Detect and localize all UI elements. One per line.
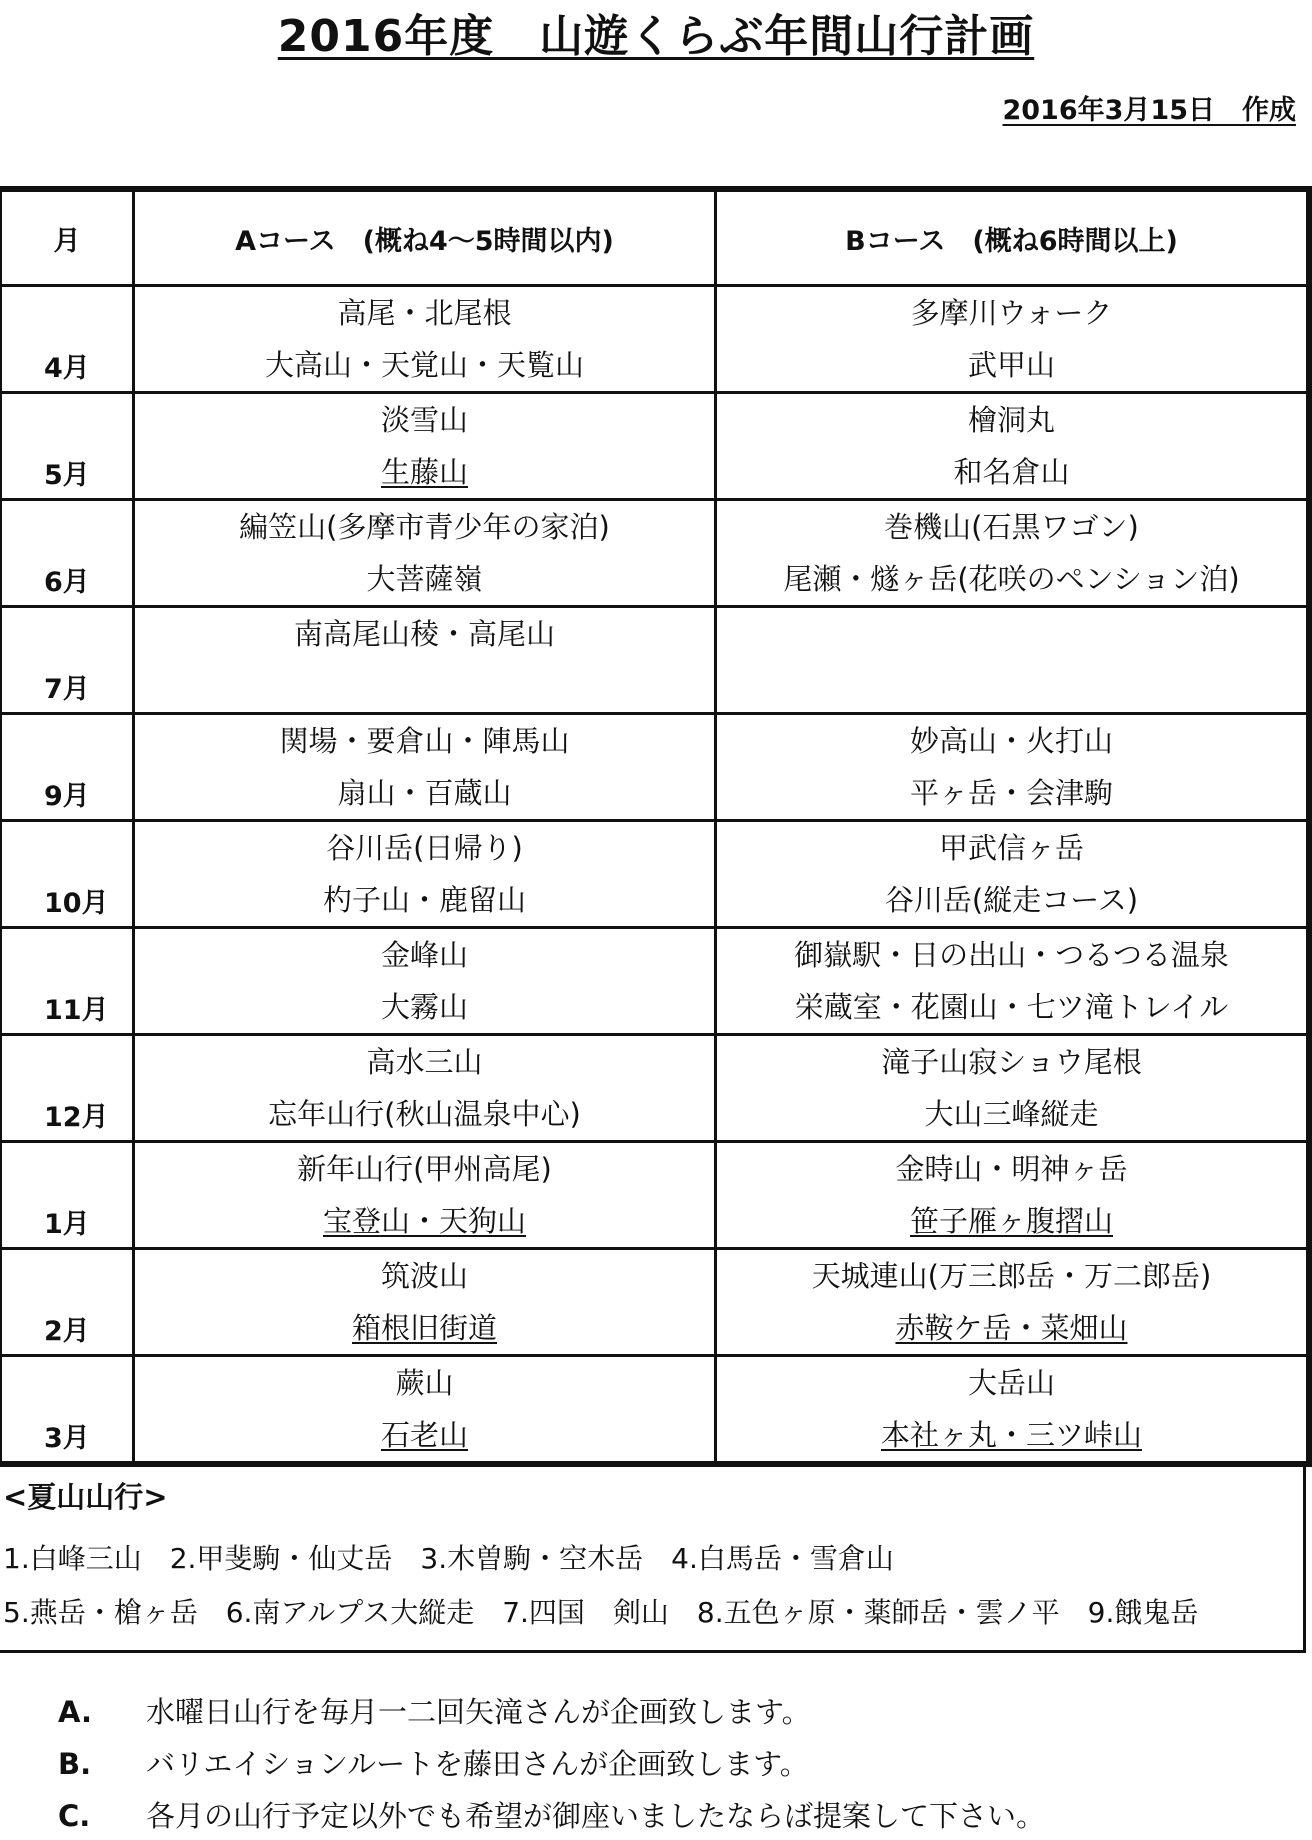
header-course-b: Bコース (概ね6時間以上) [716,191,1308,286]
course-entry: 淡雪山 [380,403,468,437]
course-entry: 生藤山 [380,455,468,489]
table-row [1,286,1308,393]
course-entry: 天城連山(万三郎岳・万二郎岳) [811,1259,1212,1293]
document-title-text: 2016年度 山遊くらぶ年間山行計画 [277,11,1035,62]
month-cell: 12月 [1,1035,134,1142]
month-cell: 3月 [1,1356,134,1463]
course-entry: 赤鞍ケ岳・菜畑山 [895,1311,1128,1345]
course-entry: 栄蔵室・花園山・七ツ滝トレイル [794,990,1229,1024]
course-a-cell [134,1142,716,1249]
course-entry: 笹子雁ヶ腹摺山 [909,1204,1113,1238]
summer-trips-section [0,1465,1306,1653]
course-entry: 武甲山 [967,348,1055,382]
course-entry: 南高尾山稜・高尾山 [293,617,555,651]
note-text: バリエイションルートを藤田さんが企画致します。 [146,1747,809,1781]
course-b-cell [716,714,1308,821]
month-cell: 5月 [1,393,134,500]
course-entry: 谷川岳(縦走コース) [884,883,1139,917]
course-entry: 高水三山 [366,1045,483,1079]
course-entry: 高尾・北尾根 [337,296,512,330]
table-row [1,1142,1308,1249]
course-entry: 大霧山 [380,990,468,1024]
course-entry [717,660,1306,712]
summer-trips-line-2: 5.燕岳・槍ヶ岳 6.南アルプス大縦走 7.四国 剣山 8.五色ヶ原・薬師岳・雲ノ平 9.餓鬼岳 [3,1596,1199,1629]
course-entry: 滝子山寂ショウ尾根 [881,1045,1142,1079]
course-b-cell [716,1142,1308,1249]
course-a-cell [134,607,716,714]
course-entry: 大高山・天覚山・天覧山 [264,348,584,382]
course-b-cell [716,928,1308,1035]
month-cell: 4月 [1,286,134,393]
summer-trips-line-1: 1.白峰三山 2.甲斐駒・仙丈岳 3.木曽駒・空木岳 4.白馬岳・雪倉山 [3,1542,894,1575]
document-title [0,0,1312,60]
course-entry: 箱根旧街道 [351,1311,497,1345]
table-row [1,393,1308,500]
course-a-cell [134,286,716,393]
course-entry: 平ヶ岳・会津駒 [909,776,1113,810]
table-row [1,1356,1308,1463]
course-b-cell [716,500,1308,607]
course-entry: 筑波山 [380,1259,468,1293]
course-a-cell [134,1356,716,1463]
header-course-a: Aコース (概ね4～5時間以内) [134,191,716,286]
month-cell: 9月 [1,714,134,821]
summer-trips-heading: <夏山山行> [3,1480,168,1514]
note-key: B. [58,1747,92,1781]
schedule-table [0,186,1312,1467]
month-cell: 11月 [1,928,134,1035]
course-b-cell [716,1249,1308,1356]
course-a-cell [134,1035,716,1142]
course-a-cell [134,714,716,821]
table-header-row [1,191,1308,286]
course-entry: 本社ヶ丸・三ツ峠山 [880,1418,1142,1452]
table-row [1,1249,1308,1356]
course-entry: 金峰山 [380,938,468,972]
course-b-cell [716,286,1308,393]
course-b-cell [716,393,1308,500]
note-key: C. [58,1799,91,1833]
course-entry [717,608,1306,660]
course-a-cell [134,928,716,1035]
note-text: 各月の山行予定以外でも希望が御座いましたならば提案して下さい。 [146,1799,1046,1833]
course-a-cell [134,393,716,500]
course-entry: 石老山 [380,1418,468,1452]
note-key: A. [58,1695,92,1729]
month-cell: 10月 [1,821,134,928]
course-entry: 御嶽駅・日の出山・つるつる温泉 [794,938,1229,972]
course-entry: 扇山・百蔵山 [337,776,512,810]
course-entry: 蕨山 [395,1366,454,1400]
note-item [58,1690,811,1731]
course-entry: 多摩川ウォーク [910,296,1113,330]
note-text: 水曜日山行を毎月一二回矢滝さんが企画致します。 [146,1695,811,1729]
creation-date: 2016年3月15日 作成 [1002,95,1296,126]
course-entry: 和名倉山 [953,455,1070,489]
course-a-cell [134,821,716,928]
course-entry: 大菩薩嶺 [366,562,483,596]
table-row [1,1035,1308,1142]
course-b-cell [716,1035,1308,1142]
month-cell: 7月 [1,607,134,714]
month-cell: 2月 [1,1249,134,1356]
table-row [1,500,1308,607]
course-a-cell [134,500,716,607]
table-row [1,607,1308,714]
course-b-cell [716,607,1308,714]
course-entry: 妙高山・火打山 [909,724,1113,758]
course-entry: 編笠山(多摩市青少年の家泊) [239,510,610,544]
course-entry: 巻機山(石黒ワゴン) [884,510,1139,544]
course-entry: 大岳山 [967,1366,1055,1400]
course-entry [135,660,714,712]
month-cell: 1月 [1,1142,134,1249]
course-entry: 尾瀬・燧ヶ岳(花咲のペンション泊) [783,562,1240,596]
course-entry: 檜洞丸 [967,403,1055,437]
course-b-cell [716,1356,1308,1463]
course-entry: 金時山・明神ヶ岳 [895,1152,1128,1186]
header-month: 月 [1,191,134,286]
course-b-cell [716,821,1308,928]
note-item [58,1794,1045,1835]
course-entry: 関場・要倉山・陣馬山 [279,724,570,758]
month-cell: 6月 [1,500,134,607]
course-entry: 杓子山・鹿留山 [322,883,526,917]
table-row [1,821,1308,928]
course-entry: 谷川岳(日帰り) [326,831,523,865]
table-row [1,714,1308,821]
course-entry: 新年山行(甲州高尾) [297,1152,552,1186]
course-a-cell [134,1249,716,1356]
note-item [58,1742,809,1783]
course-entry: 宝登山・天狗山 [322,1204,526,1238]
course-entry: 大山三峰縦走 [924,1097,1099,1131]
course-entry: 甲武信ヶ岳 [938,831,1084,865]
course-entry: 忘年山行(秋山温泉中心) [268,1097,581,1131]
table-row [1,928,1308,1035]
